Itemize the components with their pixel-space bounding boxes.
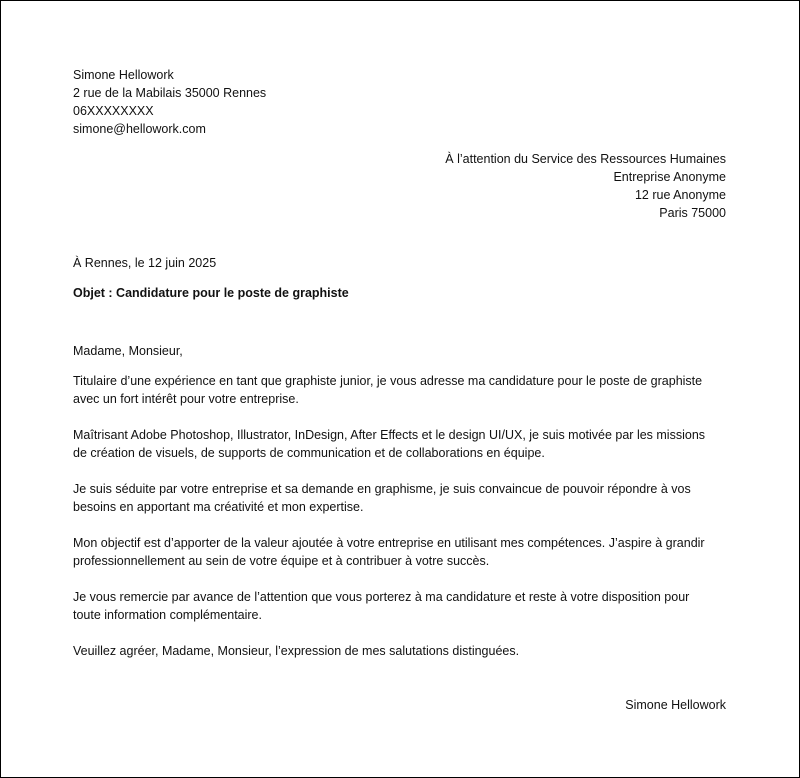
letter-signature: Simone Hellowork [625, 698, 726, 712]
sender-phone: 06XXXXXXXX [73, 104, 154, 118]
paragraph-line: Titulaire d’une expérience en tant que graphiste junior, je vous adresse ma candidature pour le poste de graphiste [73, 374, 703, 388]
paragraph-line: Je vous remercie par avance de l’attention que vous porterez à ma candidature et reste à votre disposition pour [73, 590, 690, 604]
sender-address: 2 rue de la Mabilais 35000 Rennes [73, 86, 267, 100]
recipient-company: Entreprise Anonyme [613, 170, 726, 184]
sender-name: Simone Hellowork [73, 68, 174, 82]
paragraph-line: toute information complémentaire. [73, 608, 262, 622]
paragraph-line: avec un fort intérêt pour votre entreprise. [73, 392, 299, 406]
paragraph-line: professionnellement au sein de votre équipe et à contribuer à votre succès. [73, 554, 490, 568]
body-paragraph [73, 480, 733, 516]
letter-date: À Rennes, le 12 juin 2025 [73, 256, 217, 270]
paragraph-line: de création de visuels, de supports de communication et de collaborations en équipe. [73, 446, 545, 460]
letter-salutation: Madame, Monsieur, [73, 344, 183, 358]
paragraph-line: Maîtrisant Adobe Photoshop, Illustrator, InDesign, After Effects et le design UI/UX, je suis motivée par les missions [73, 428, 706, 442]
letter-subject: Objet : Candidature pour le poste de graphiste [73, 286, 349, 300]
sender-email: simone@hellowork.com [73, 122, 206, 136]
paragraph-line: besoins en apportant ma créativité et mon expertise. [73, 500, 364, 514]
body-paragraph [73, 372, 733, 408]
recipient-attention: À l’attention du Service des Ressources Humaines [445, 152, 726, 166]
paragraph-line: Je suis séduite par votre entreprise et sa demande en graphisme, je suis convaincue de pouvoir répondre à vos [73, 482, 691, 496]
recipient-block [445, 150, 726, 222]
paragraph-line: Mon objectif est d’apporter de la valeur ajoutée à votre entreprise en utilisant mes compétences. J’aspire à grandir [73, 536, 705, 550]
body-paragraph [73, 588, 733, 624]
body-paragraph [73, 534, 733, 570]
recipient-street: 12 rue Anonyme [634, 188, 726, 202]
sender-block [73, 66, 266, 138]
body-paragraph [73, 426, 733, 462]
recipient-city: Paris 75000 [659, 206, 726, 220]
letter-closing: Veuillez agréer, Madame, Monsieur, l’expression de mes salutations distinguées. [73, 644, 520, 658]
